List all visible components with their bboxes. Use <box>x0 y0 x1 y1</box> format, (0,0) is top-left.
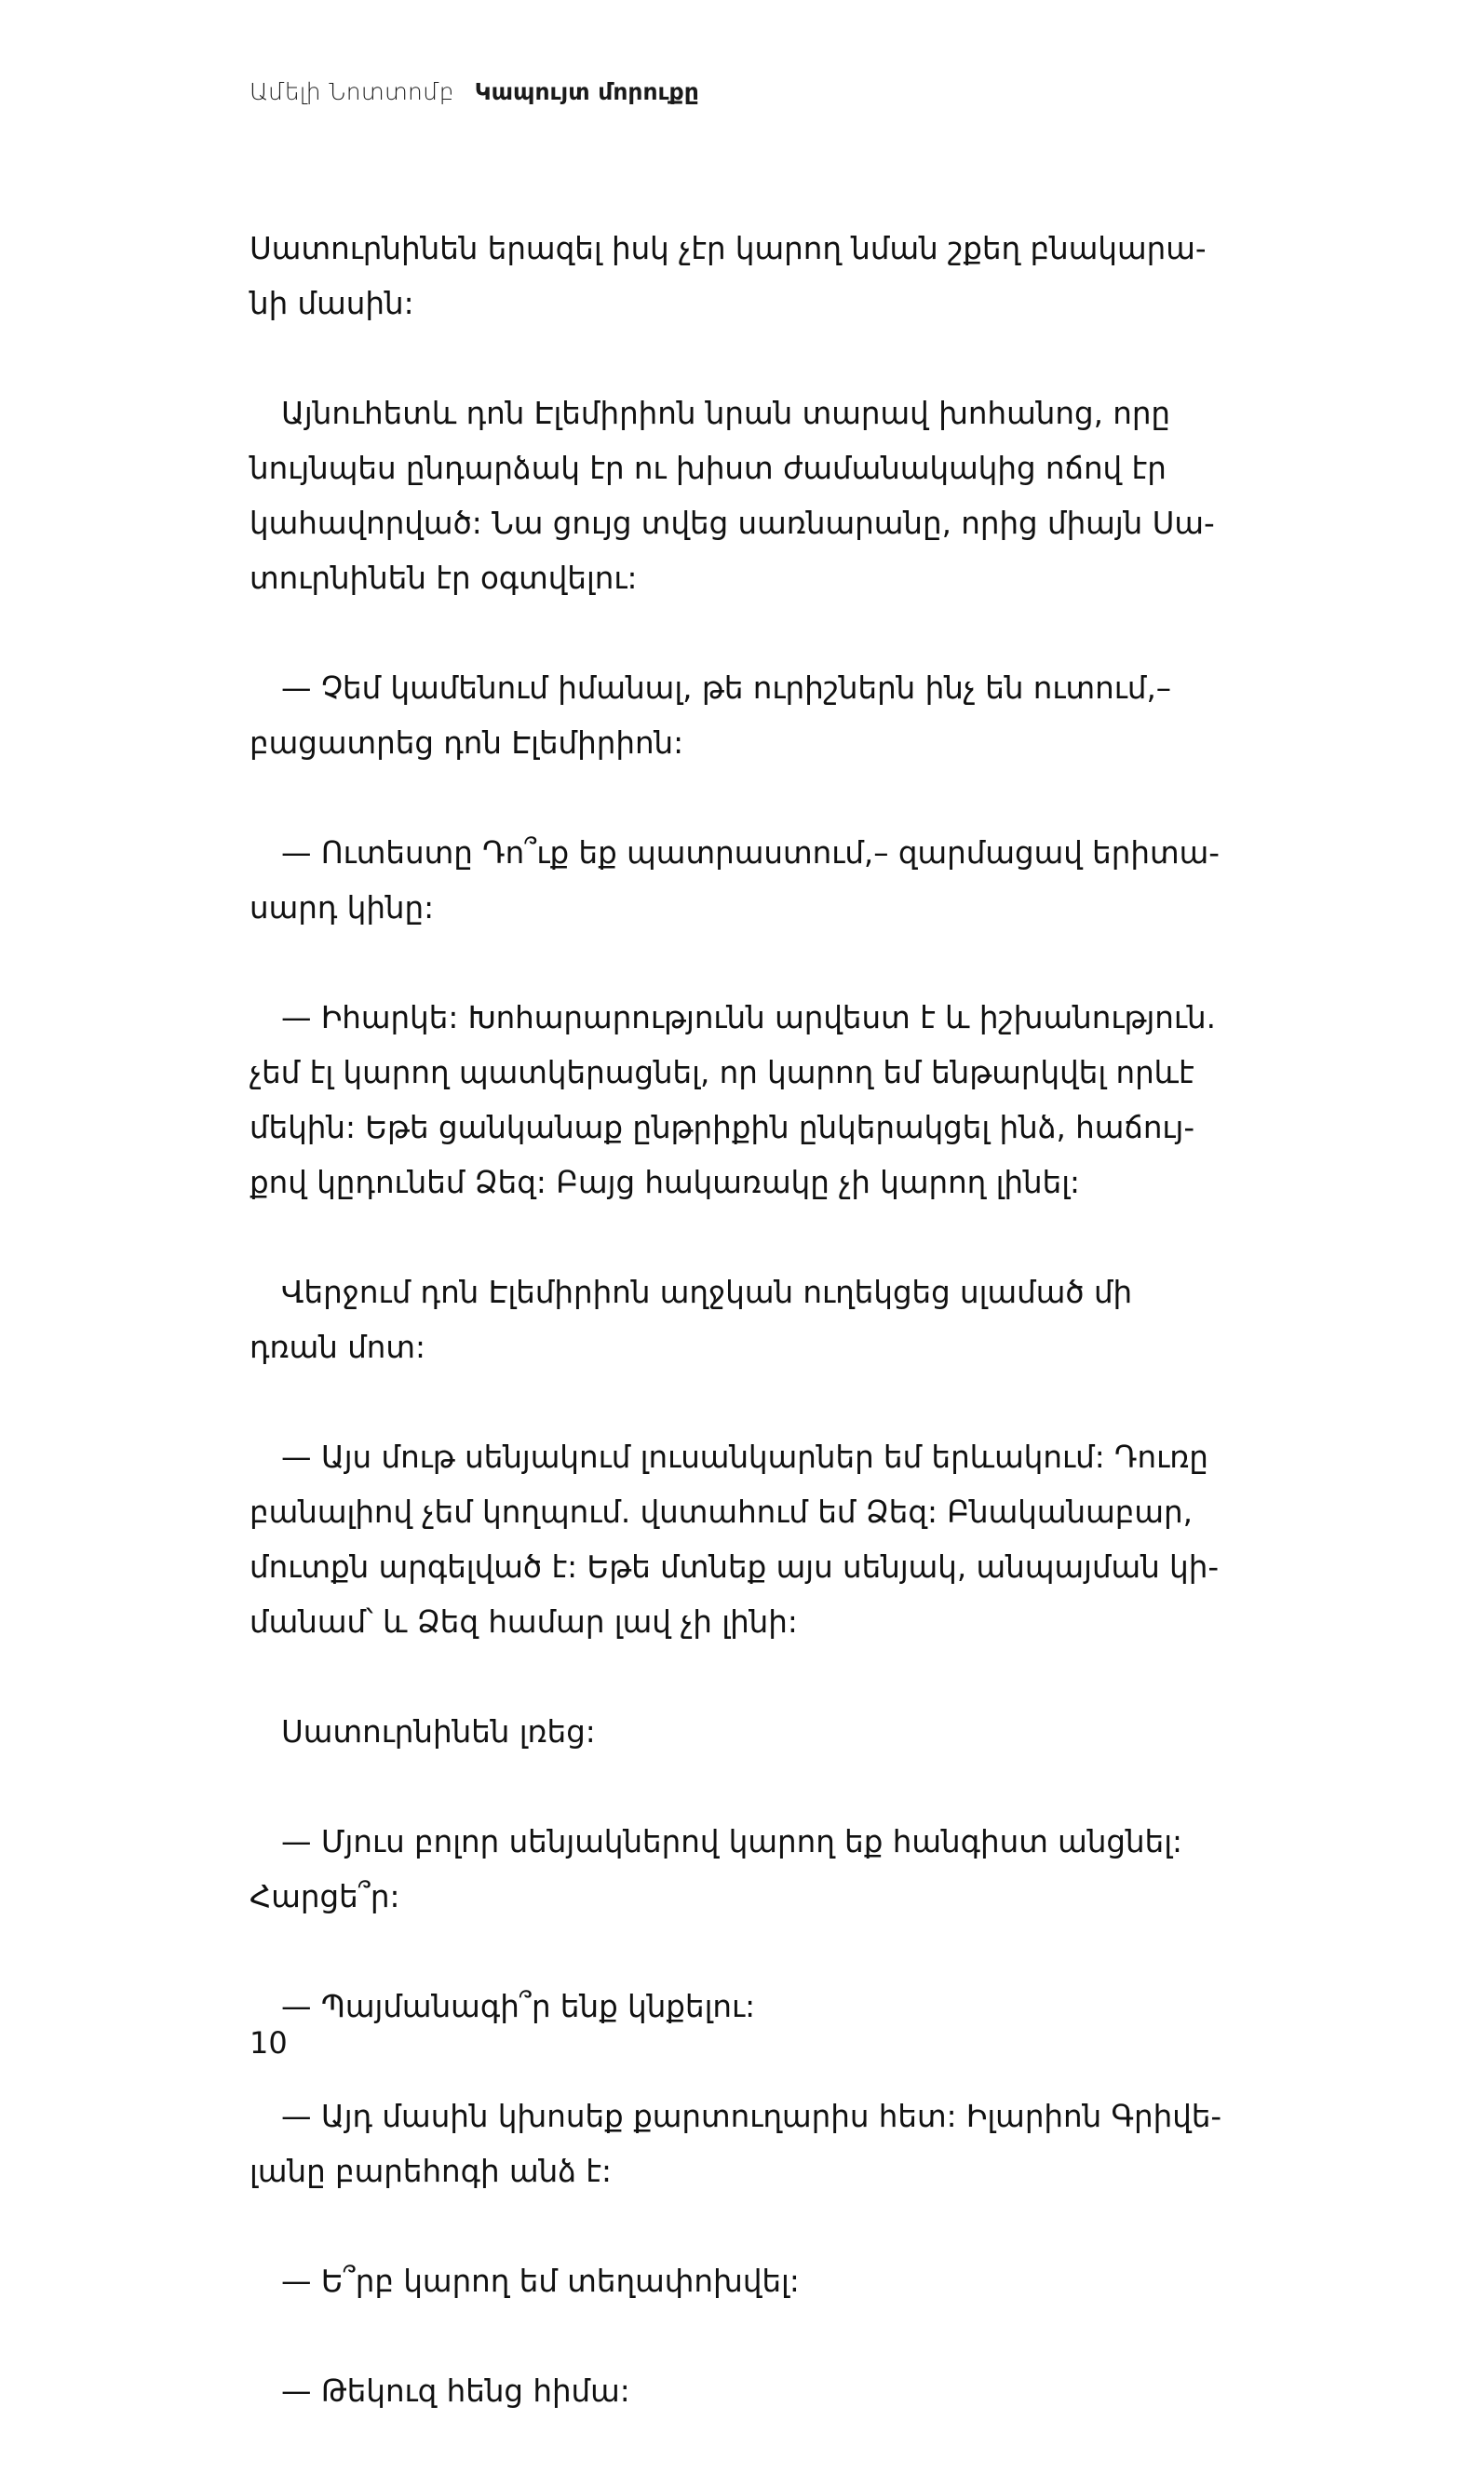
text-line: լանը բարեհոգի անձ է: <box>250 2154 612 2189</box>
running-head-title: Կապույտ մորուքը <box>474 78 699 105</box>
text-line: չեմ էլ կարող պատկերացնել, որ կարող եմ ենթարկվել որևէ <box>250 1055 1194 1090</box>
text-line: մեկին: Եթե ցանկանաք ընթրիքին ընկերակցել ինձ, հաճույ- <box>250 1110 1195 1145</box>
paragraph <box>250 661 1257 826</box>
text-line: — Այս մութ սենյակում լուսանկարներ եմ երևակում: Դուռը <box>281 1440 1208 1475</box>
text-line: — Իհարկե: Խոհարարությունն արվեստ է և իշխանություն. <box>281 1000 1216 1035</box>
running-head <box>250 78 1255 106</box>
text-line: նի մասին: <box>250 286 414 321</box>
text-line: — Ուտեստը Դո՞ւք եք պատրաստում,– զարմացավ երիտա- <box>281 835 1220 871</box>
text-line: մուտքն արգելված է: Եթե մտնեք այս սենյակ, անպայման կի- <box>250 1549 1220 1585</box>
paragraph <box>250 1980 1257 2089</box>
running-head-author: Ամելի Նոտտոմբ <box>250 78 454 105</box>
text-line: Վերջում դոն Էլեմիրիոն աղջկան ուղեկցեց սլամած մի <box>281 1275 1133 1310</box>
text-line: տուրնինեն էր օգտվելու: <box>250 561 638 596</box>
text-line: Այնուհետև դոն Էլեմիրիոն նրան տարավ խոհանոց, որը <box>281 396 1171 431</box>
text-line: նույնպես ընդարձակ էր ու խիստ ժամանակակից ոճով էր <box>250 451 1167 486</box>
body-text <box>250 222 1257 2474</box>
text-line: — Պայմանագի՞ր ենք կնքելու: <box>281 1989 756 2024</box>
paragraph <box>250 1705 1257 1815</box>
text-line: սարդ կինը: <box>250 890 435 926</box>
paragraph <box>250 222 1257 386</box>
text-line: մանամ՝ և Ձեզ համար լավ չի լինի: <box>250 1604 798 1640</box>
paragraph <box>250 2089 1257 2254</box>
text-line: կահավորված: Նա ցույց տվեց սառնարանը, որից միայն Սա- <box>250 506 1215 541</box>
text-line: Սատուրնինեն լռեց: <box>281 1714 596 1750</box>
text-line: Սատուրնինեն երազել իսկ չէր կարող նման շքեղ բնակարա- <box>250 231 1207 266</box>
paragraph <box>250 1430 1257 1705</box>
text-line: — Ե՞րբ կարող եմ տեղափոխվել: <box>281 2264 800 2299</box>
paragraph <box>250 826 1257 991</box>
text-line: դռան մոտ: <box>250 1330 426 1365</box>
paragraph <box>250 2254 1257 2364</box>
paragraph <box>250 1265 1257 1430</box>
text-line: — Չեմ կամենում իմանալ, թե ուրիշներն ինչ են ուտում,– <box>281 670 1172 706</box>
text-line: բացատրեց դոն Էլեմիրիոն: <box>250 725 684 761</box>
paragraph <box>250 991 1257 1265</box>
text-line: — Մյուս բոլոր սենյակներով կարող եք հանգիստ անցնել: <box>281 1824 1182 1859</box>
page-number: 10 <box>250 2025 288 2061</box>
text-line: Հարցե՞ր: <box>250 1879 400 1914</box>
text-line: — Թեկուզ հենց հիմա: <box>281 2373 630 2409</box>
paragraph <box>250 2364 1257 2474</box>
paragraph <box>250 386 1257 661</box>
text-line: — Այդ մասին կխոսեք քարտուղարիս հետ: Իլարիոն Գրիվե- <box>281 2099 1222 2134</box>
paragraph <box>250 1815 1257 1980</box>
text-line: բանալիով չեմ կողպում. վստահում եմ Ձեզ: Բնականաբար, <box>250 1494 1193 1530</box>
text-line: քով կըդունեմ Ձեզ: Բայց հակառակը չի կարող լինել: <box>250 1165 1081 1200</box>
